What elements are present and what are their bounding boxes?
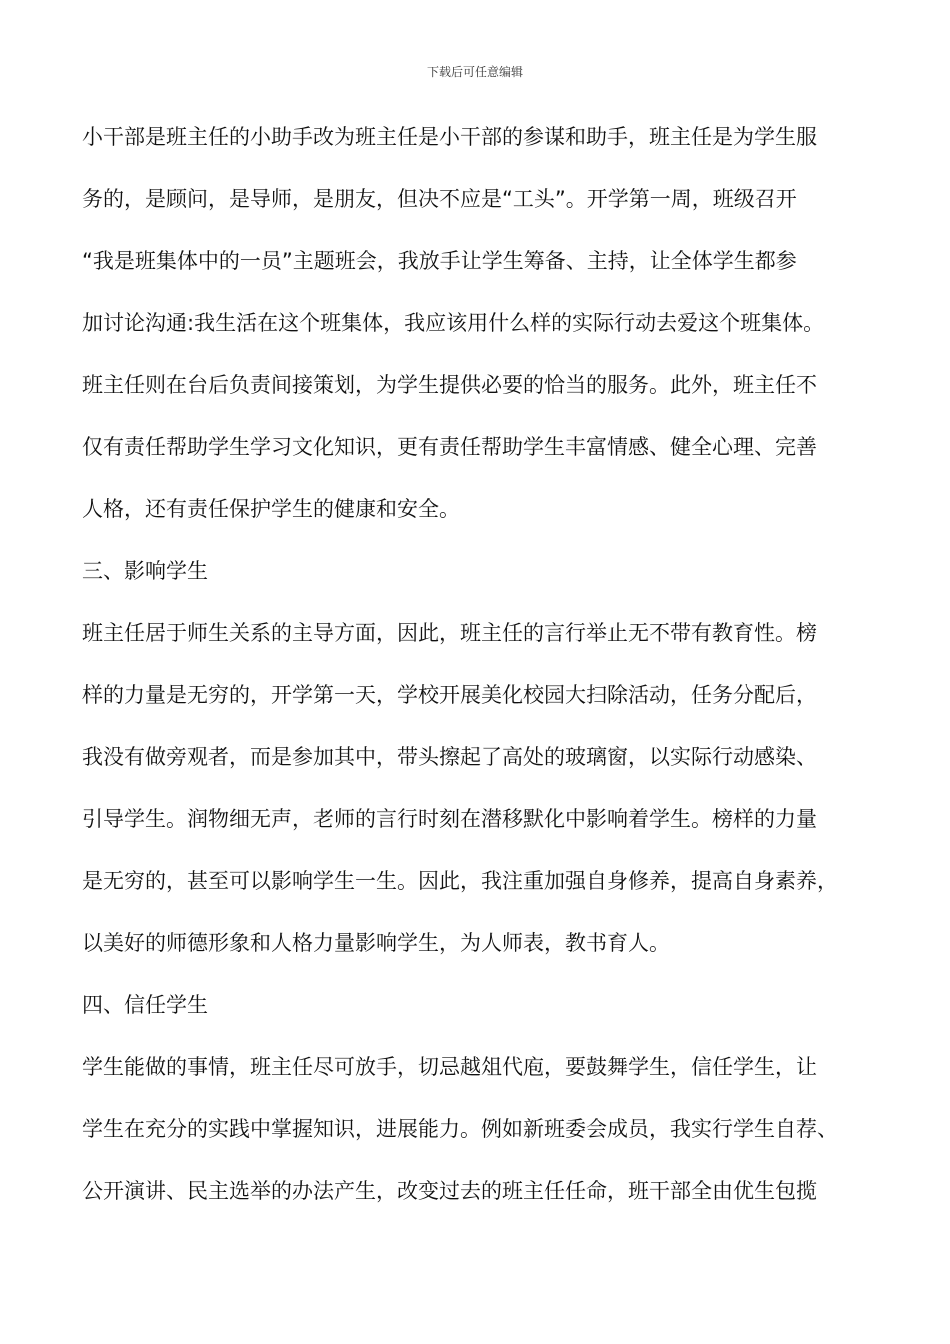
- text-line: 小干部是班主任的小助手改为班主任是小干部的参谋和助手，班主任是为学生服: [82, 125, 817, 149]
- text-line: 班主任则在台后负责间接策划，为学生提供必要的恰当的服务。此外，班主任不: [82, 373, 817, 397]
- text-line: 我没有做旁观者，而是参加其中，带头擦起了高处的玻璃窗，以实际行动感染、: [82, 745, 817, 769]
- text-line: 样的力量是无穷的，开学第一天，学校开展美化校园大扫除活动，任务分配后，: [82, 683, 817, 707]
- body-text: [82, 106, 882, 1222]
- section-heading: 四、信任学生: [82, 993, 208, 1017]
- text-line: 以美好的师德形象和人格力量影响学生，为人师表，教书育人。: [82, 931, 670, 955]
- text-line: 仅有责任帮助学生学习文化知识，更有责任帮助学生丰富情感、健全心理、完善: [82, 435, 817, 459]
- section-heading: 三、影响学生: [82, 559, 208, 583]
- text-line: 学生在充分的实践中掌握知识，进展能力。例如新班委会成员，我实行学生自荐、: [82, 1117, 838, 1141]
- text-line: 学生能做的事情，班主任尽可放手，切忌越俎代庖，要鼓舞学生，信任学生，让: [82, 1055, 817, 1079]
- text-line: 人格，还有责任保护学生的健康和安全。: [82, 497, 460, 521]
- text-line: 班主任居于师生关系的主导方面，因此，班主任的言行举止无不带有教育性。榜: [82, 621, 817, 645]
- text-line: 是无穷的，甚至可以影响学生一生。因此，我注重加强自身修养，提高自身素养，: [82, 869, 838, 893]
- page-header: 下载后可任意编辑: [426, 65, 523, 79]
- text-line: 加讨论沟通:我生活在这个班集体，我应该用什么样的实际行动去爱这个班集体。: [82, 311, 825, 335]
- text-line: “我是班集体中的一员”主题班会，我放手让学生筹备、主持，让全体学生都参: [82, 249, 797, 273]
- text-line: 务的，是顾问，是导师，是朋友，但决不应是“工头”。开学第一周，班级召开: [82, 187, 797, 211]
- text-line: 引导学生。润物细无声，老师的言行时刻在潜移默化中影响着学生。榜样的力量: [82, 807, 817, 831]
- text-line: 公开演讲、民主选举的办法产生，改变过去的班主任任命，班干部全由优生包揽: [82, 1179, 817, 1203]
